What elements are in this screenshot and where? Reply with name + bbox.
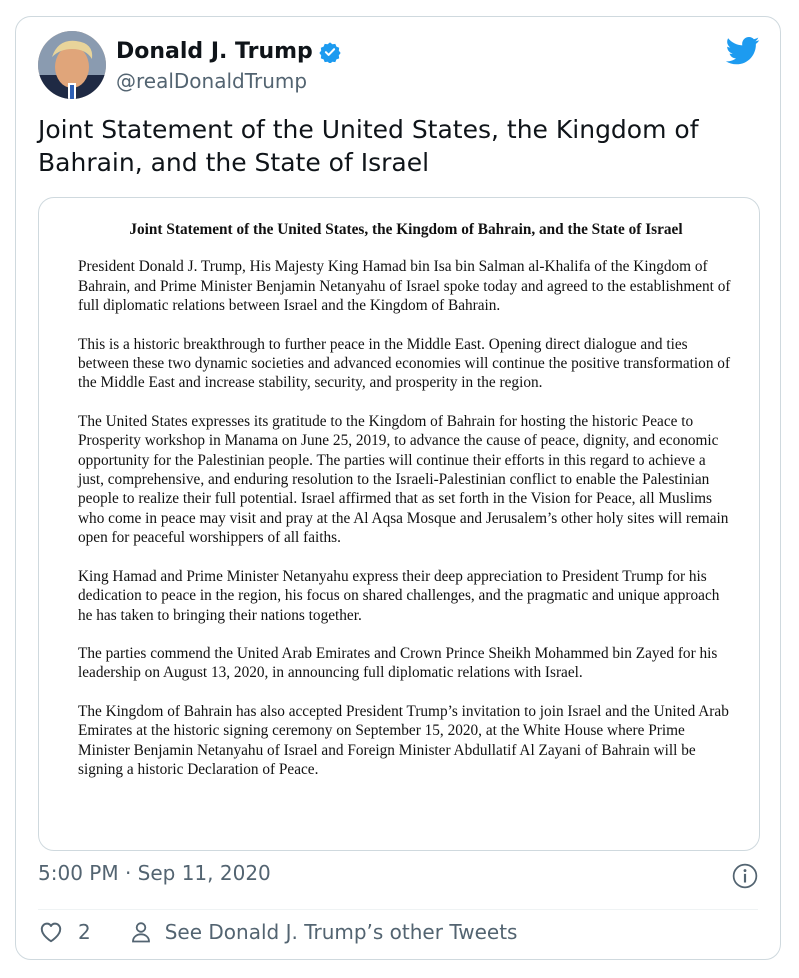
avatar[interactable] (38, 31, 106, 99)
author-handle[interactable]: @realDonaldTrump (116, 69, 308, 93)
divider (38, 909, 758, 910)
document-paragraph: The Kingdom of Bahrain has also accepted President Trump’s invitation to join Israel and the United Arab Emirates at the historic signing ceremony on September 15, 2020, at the White House where Prime Minister Benjamin Netanyahu of Israel and Foreign Minister Abdullatif Al Zayani of Bahrain will be signing a historic Declaration of Peace. (78, 702, 729, 778)
twitter-bird-icon[interactable] (726, 37, 760, 65)
see-other-tweets-link[interactable]: See Donald J. Trump’s other Tweets (164, 920, 518, 944)
author-name[interactable]: Donald J. Trump (116, 39, 313, 64)
avatar-image (38, 31, 106, 99)
like-count[interactable]: 2 (78, 920, 91, 944)
tweet-card (15, 16, 781, 960)
tweet-timestamp[interactable]: 5:00 PM · Sep 11, 2020 (38, 861, 271, 885)
person-icon[interactable] (129, 920, 153, 944)
heart-icon[interactable] (38, 919, 64, 945)
document-title: Joint Statement of the United States, the Kingdom of Bahrain, and the State of Israel (129, 221, 683, 238)
attached-image[interactable] (38, 197, 760, 851)
info-icon[interactable] (732, 863, 758, 889)
document-paragraph: The parties commend the United Arab Emirates and Crown Prince Sheikh Mohammed bin Zayed for his leadership on August 13, 2020, in announcing full diplomatic relations with Israel. (78, 644, 718, 682)
tweet-actions (38, 919, 517, 945)
tweet-text: Joint Statement of the United States, the Kingdom of Bahrain, and the State of Israel (38, 115, 699, 177)
verified-badge-icon (319, 41, 341, 63)
document-paragraph: President Donald J. Trump, His Majesty King Hamad bin Isa bin Salman al-Khalifa of the Kingdom of Bahrain, and Prime Minister Benjamin Netanyahu of Israel spoke today and agreed to the establishment of full diplomatic relations between Israel and the Kingdom of Bahrain. (78, 258, 731, 315)
statement-document (78, 220, 734, 798)
document-paragraph: This is a historic breakthrough to further peace in the Middle East. Opening direct dialogue and ties between these two dynamic societies and advanced economies will continue the positive transformation of the Middle East and increase stability, security, and prosperity in the region. (78, 335, 731, 392)
author-name-row[interactable] (116, 39, 341, 64)
document-paragraph: King Hamad and Prime Minister Netanyahu express their deep appreciation to President Trump for his dedication to peace in the region, his focus on shared challenges, and the pragmatic and unique approach he has taken to bringing their nations together. (78, 567, 720, 624)
document-paragraph: The United States expresses its gratitude to the Kingdom of Bahrain for hosting the historic Peace to Prosperity workshop in Manama on June 25, 2019, to advance the cause of peace, dignity, and economic opportunity for the Palestinian people. The parties will continue their efforts in this regard to achieve a just, comprehensive, and enduring resolution to the Israeli-Palestinian conflict to enable the Palestinian people to realize their full potential. Israel affirmed that as set forth in the Vision for Peace, all Muslims who come in peace may visit and pray at the Al Aqsa Mosque and Jerusalem’s other holy sites will remain open for peaceful worshippers of all faiths. (78, 412, 729, 547)
